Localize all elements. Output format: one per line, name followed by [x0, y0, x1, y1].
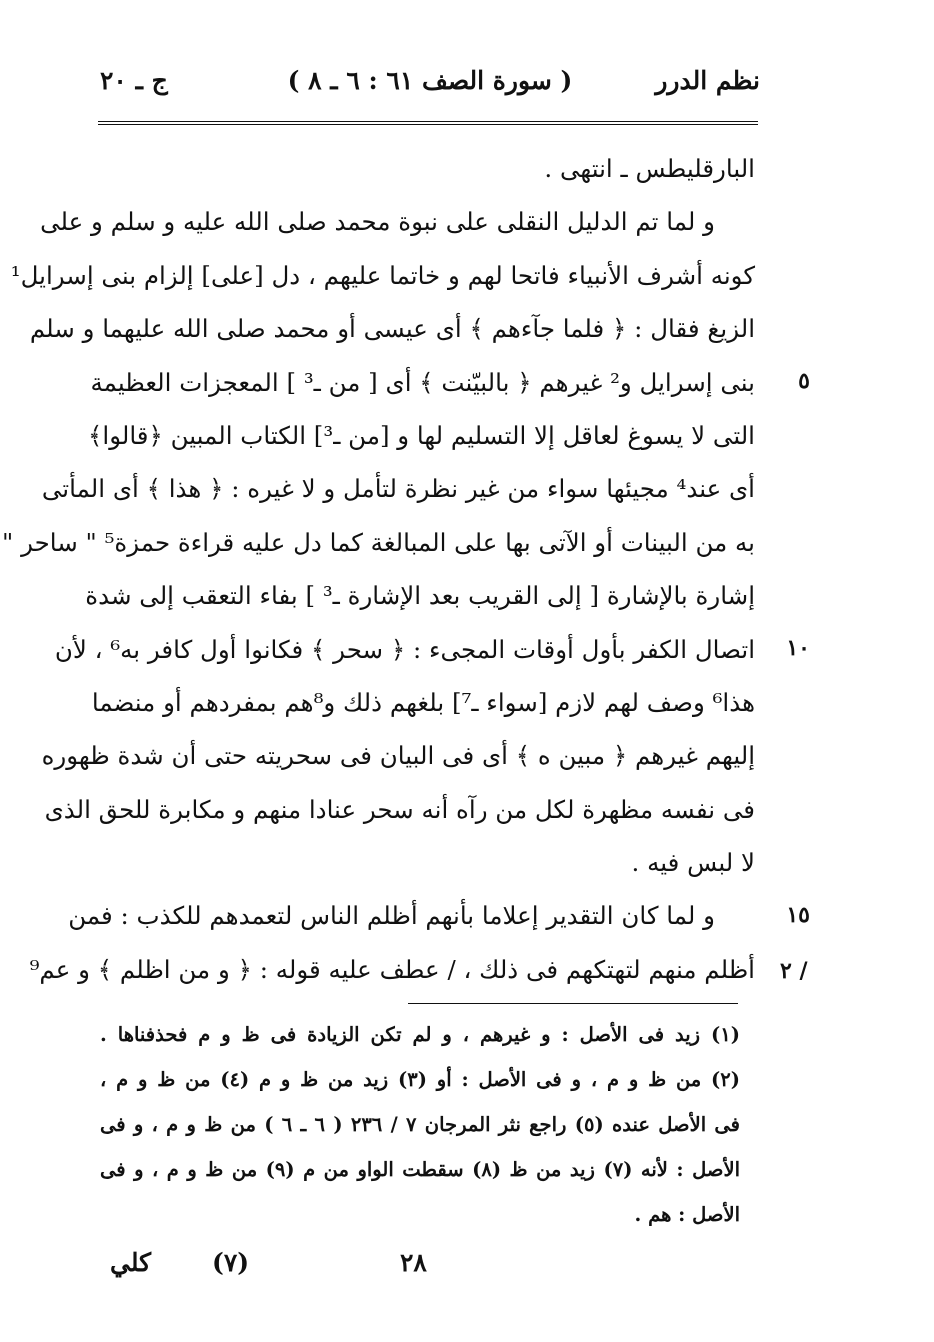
text-line: أى عند⁴ مجيئها سواء من غير نظرة لتأمل و لا غيره : ﴿ هذا ﴾ أى المأتى	[41, 474, 755, 504]
line-number-5: ٥	[798, 368, 810, 394]
text-line: هذا⁶ وصف لهم لازم [سواء ـ⁷] بلغهم ذلك و⁸هم بمفردهم أو منضما	[91, 687, 755, 717]
text-line: الزيغ فقال : ﴿ فلما جآءهم ﴾ أى عيسى أو محمد صلى الله عليهما و سلم	[29, 314, 755, 344]
main-text	[2, 142, 755, 996]
running-header	[100, 66, 760, 112]
text-line: لا لبس فيه .	[631, 848, 755, 878]
text-line: و لما كان التقدير إعلاما بأنهم أظلم الناس لتعمدهم للكذب : فمن	[68, 901, 715, 931]
printer-signature: كلي	[110, 1248, 152, 1277]
header-rule	[98, 121, 758, 125]
footnote-line: (٢) من ظ و م ، و فى الأصل : أو (٣) زيد من ظ و م (٤) من ظ و م ،	[100, 1068, 741, 1091]
text-line: كونه أشرف الأنبياء فاتحا لهم و خاتما عليهم ، دل [على] إلزام بنى إسرايل¹	[10, 260, 755, 290]
footnotes	[100, 1012, 740, 1237]
footnote-line: فى الأصل عنده (٥) راجع نثر المرجان ٧ / ٢٣٦ ( ٦ ـ ٦ ) من ظ و م ، و فى	[100, 1113, 741, 1136]
book-title: نظم الدرر	[655, 66, 760, 95]
text-line: و لما تم الدليل النقلى على نبوة محمد صلى الله عليه و سلم و على	[40, 207, 715, 237]
part-number: ج ـ ٢٠	[100, 66, 168, 95]
line-number-10: ١٠	[786, 635, 810, 661]
text-line: إشارة بالإشارة [ إلى القريب بعد الإشارة ـ³ ] بفاء التعقب إلى شدة	[85, 581, 755, 611]
footnote-line: (١) زيد فى الأصل : و غيرهم ، و لم تكن الزيادة فى ظ و م فحذفناها .	[100, 1023, 740, 1046]
footnote-line: الأصل : لأنه (٧) زيد من ظ (٨) سقطت الواو من م (٩) من ظ و م ، و فى	[100, 1158, 740, 1181]
text-line: فى نفسه مظهرة لكل من رآه أنه سحر عنادا منهم و مكابرة للحق الذى	[44, 794, 755, 824]
text-line: اتصال الكفر بأول أوقات المجىء : ﴿ سحر ﴾ فكانوا أول كافر به⁶ ، لأن	[54, 634, 755, 664]
text-line: التى لا يسوغ لعاقل إلا التسليم لها و [من ـ³] الكتاب المبين ﴿قالوا﴾	[88, 420, 755, 450]
volume-mark: (٧)	[212, 1248, 250, 1277]
footnote-line: الأصل : هم .	[634, 1203, 740, 1226]
surah-reference: ( سورة الصف ٦١ : ٦ ـ ٨ )	[287, 66, 573, 95]
text-line: إليهم غيرهم ﴿ مبين ه ﴾ أى فى البيان فى سحريته حتى أن شدة ظهوره	[41, 741, 755, 771]
text-line: به من البينات أو الآتى بها على المبالغة كما دل عليه قراءة حمزة⁵ " ساحر "	[2, 527, 755, 557]
text-line: البارقليطس ـ انتهى .	[544, 154, 755, 183]
text-line: بنى إسرايل و² غيرهم ﴿ بالبيّنت ﴾ أى [ من ـ³ ] المعجزات العظيمة	[90, 367, 755, 397]
text-line: أظلم منهم لتهتكهم فى ذلك ، / عطف عليه قوله : ﴿ و من اظلم ﴾ و عم⁹	[29, 954, 755, 984]
footnote-rule	[408, 1003, 738, 1004]
line-number-15: ١٥	[786, 902, 810, 928]
page-number: ٢٨	[400, 1248, 427, 1277]
manuscript-folio-mark: ٢ /	[780, 958, 808, 984]
